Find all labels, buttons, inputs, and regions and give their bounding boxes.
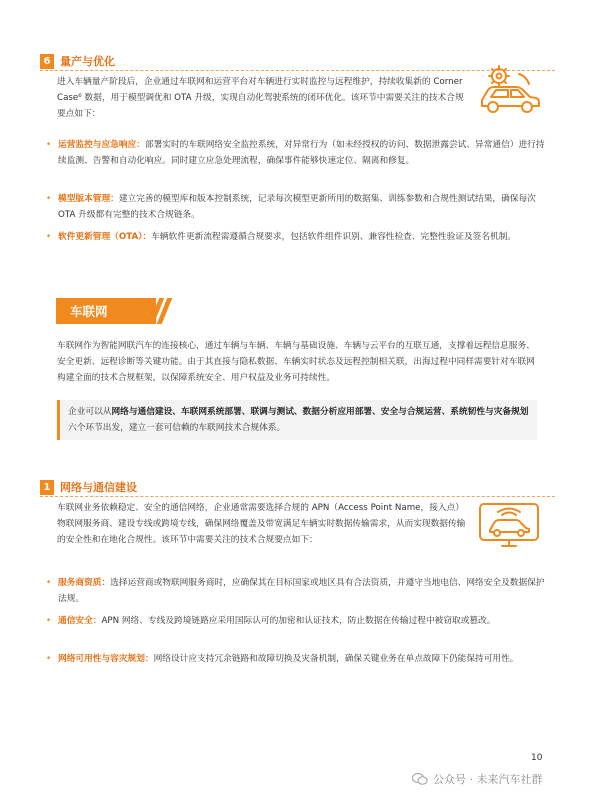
section-1-bullet-1 — [46, 575, 546, 607]
ivn-intro: 车联网作为智能网联汽车的连接核心，通过车辆与车辆、车辆与基础设施、车辆与云平台的互联互通，支撑着远程信息服务、安全更新、远程诊断等关键功能。由于其直接与隐私数据、车辆实时状态及远程控制相关联，出海过程中同样需要针对车联网构建全面的技术合规框架，以保障系统安全、用户权益及业务可持续性。 — [57, 341, 535, 383]
bullet-lead: 网络可用性与容灾规划： — [58, 654, 154, 664]
section-1-intro: 车联网业务依赖稳定、安全的通信网络，企业通常需要选择合规的 APN（Access Point Name，接入点）物联网服务商、建设专线或跨境专线，确保网络覆盖及带宽满足车辆实时数据传输需求，从而实现数据传输的安全性和在地化合规性。该环节中需要关注的技术合规要点如下： — [57, 503, 466, 545]
bullet-text: 选择运营商或物联网服务商时，应确保其在目标国家或地区具有合法资质，并遵守当地电信、网络安全及数据保护法规。 — [58, 578, 545, 604]
ivn-callout — [57, 400, 537, 440]
section-1-divider — [40, 496, 555, 497]
bullet-text: 网络设计应支持冗余链路和故障切换及灾备机制，确保关键业务在单点故障下仍能保持可用性。 — [153, 654, 519, 664]
bullet-lead: 服务商资质： — [58, 578, 111, 588]
section-1-title: 网络与通信建设 — [60, 481, 137, 494]
callout-bold: 网络与通信建设、车联网系统部署、联调与测试、数据分析应用部署、安全与合规运营、系统韧性与灾备规划 — [111, 407, 529, 417]
bullet-dot: • — [46, 616, 52, 626]
section-1-header — [40, 478, 137, 496]
bullet-text: 建立完善的模型库和版本控制系统，记录每次模型更新所用的数据集、训练参数和合规性测试结果，确保每次 OTA 升级都有完整的技术合规链条。 — [58, 194, 536, 220]
bullet-text: APN 网络、专线及跨境链路应采用国际认可的加密和认证技术，防止数据在传输过程中被窃取或篡改。 — [101, 616, 496, 626]
section-6-bullet-2 — [46, 191, 546, 223]
footer-text: 公众号 · 未来汽车社群 — [433, 773, 543, 786]
footer-watermark — [412, 771, 543, 787]
bullet-lead: 通信安全： — [58, 616, 102, 626]
bullet-text: 车辆软件更新流程需遵循合规要求，包括软件组件识别、兼容性检查、完整性验证及签名机制。 — [151, 232, 517, 242]
banner-stripes — [146, 298, 170, 324]
car-gear-icon — [474, 64, 544, 116]
bullet-text: 部署实时的车联网络安全监控系统，对异常行为（如未经授权的访问、数据泄露尝试、异常通信）进行持续监测、告警和自动化响应。同时建立应急处理流程，确保事件能够快速定位、隔离和修复。 — [58, 140, 545, 166]
wechat-icon — [412, 772, 428, 786]
bullet-dot: • — [46, 140, 52, 150]
bullet-lead: 软件更新管理（OTA）： — [58, 232, 152, 242]
callout-pre: 企业可以从 — [68, 407, 112, 417]
section-6-bullet-3 — [46, 229, 546, 245]
banner-title: 车联网 — [70, 304, 108, 319]
page-number: 10 — [531, 753, 543, 763]
bullet-dot: • — [46, 194, 52, 204]
section-1-bullet-2 — [46, 613, 546, 629]
section-6-number: 6 — [40, 54, 54, 69]
bullet-dot: • — [46, 232, 52, 242]
bullet-lead: 模型版本管理： — [58, 194, 119, 204]
section-6-bullet-1 — [46, 137, 546, 169]
section-1-bullet-3 — [46, 651, 546, 667]
callout-post: 六个环节出发，建立一套可信赖的车联网技术合规体系。 — [68, 423, 286, 433]
connected-car-icon — [474, 498, 544, 550]
bullet-dot: • — [46, 654, 52, 664]
bullet-dot: • — [46, 578, 52, 588]
section-1-number: 1 — [40, 480, 54, 495]
section-6-title: 量产与优化 — [60, 55, 115, 68]
section-6-header — [40, 52, 115, 70]
bullet-lead: 运营监控与应急响应： — [58, 140, 145, 150]
section-6-intro: 进入车辆量产阶段后，企业通过车联网和运营平台对车辆进行实时监控与远程维护，持续收集新的 Corner Case⁶ 数据，用于模型调优和 OTA 升级，实现自动化驾驶系统的闭环优化。该环节中需要关注的技术合规要点如下： — [57, 77, 464, 119]
